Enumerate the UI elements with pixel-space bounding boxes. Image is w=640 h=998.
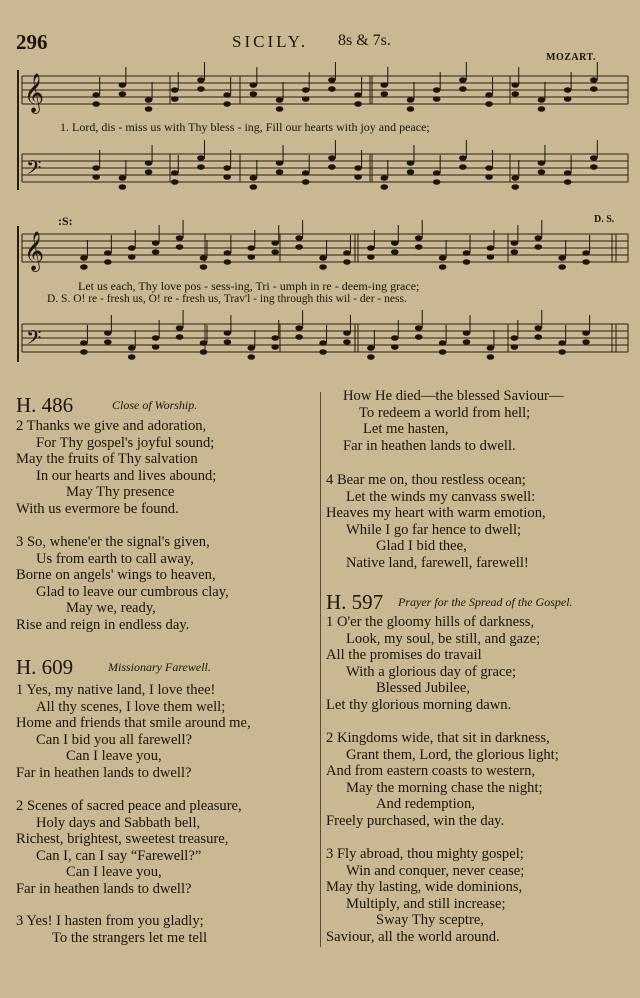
hymn-caption: Prayer for the Spread of the Gospel.: [398, 595, 573, 609]
svg-text:𝄢: 𝄢: [26, 156, 42, 184]
system2-lyrics-ds: D. S. O! re - fresh us, O! re - fresh us, Trav'l - ing through this wil - der - ness.: [47, 293, 407, 305]
tune-meter: 8s & 7s.: [338, 32, 391, 49]
hymn-line: Far in heathen lands to dwell?: [16, 881, 192, 897]
svg-text:𝄞: 𝄞: [24, 231, 45, 271]
hymn-line: May the morning chase the night;: [346, 779, 543, 796]
tune-name: SICILY.: [232, 32, 309, 51]
hymn-line: May thy lasting, wide dominions,: [326, 879, 523, 896]
hymn-line: In our hearts and lives abound;: [36, 467, 217, 484]
hymn-line: All the promises do travail: [326, 647, 482, 664]
hymn-line: Let me hasten,: [363, 421, 449, 438]
hymn-line: Far in heathen lands to dwell.: [343, 437, 516, 454]
hymn-line: All thy scenes, I love them well;: [36, 698, 226, 715]
page-number: 296: [16, 30, 48, 54]
hymn-line: May we, ready,: [66, 600, 156, 617]
composer-name: MOZART.: [546, 52, 596, 63]
hymn-line: And redemption,: [376, 796, 475, 813]
hymn-line: May Thy presence: [66, 484, 175, 501]
ds-mark: D. S.: [594, 214, 615, 225]
hymn-line: 1 Yes, my native land, I love thee!: [16, 682, 216, 698]
hymn-line: Us from earth to call away,: [36, 550, 194, 567]
hymn-line: 2 Kingdoms wide, that sit in darkness,: [326, 730, 550, 746]
hymn-line: And from eastern coasts to western,: [326, 763, 536, 780]
music-score: [0, 0, 640, 370]
hymn-number: H. 486: [16, 393, 74, 417]
hymn-line: Multiply, and still increase;: [346, 895, 506, 912]
hymn-line: May the fruits of Thy salvation: [16, 451, 198, 468]
hymn-line: Native land, farewell, farewell!: [346, 555, 529, 571]
hymn-line: Freely purchased, win the day.: [326, 813, 505, 829]
hymn-line: Win and conquer, never cease;: [346, 862, 525, 879]
hymn-line: Home and friends that smile around me,: [16, 715, 251, 732]
hymn-line: 2 Scenes of sacred peace and pleasure,: [16, 798, 242, 814]
hymn-number: H. 597: [326, 590, 384, 614]
hymn-line: Can I, can I say “Farewell?”: [36, 847, 202, 864]
hymn-line: 3 Fly abroad, thou mighty gospel;: [326, 846, 524, 862]
hymn-line: With us evermore be found.: [16, 501, 179, 517]
hymn-line: With a glorious day of grace;: [346, 663, 517, 680]
hymn-line: How He died—the blessed Saviour—: [343, 388, 564, 404]
column-divider: [320, 392, 321, 947]
hymn-line: 2 Thanks we give and adoration,: [16, 418, 207, 434]
hymn-line: 3 Yes! I hasten from you gladly;: [16, 913, 204, 929]
hymn-line: While I go far hence to dwell;: [346, 521, 522, 538]
hymn-line: Glad I bid thee,: [376, 538, 467, 555]
hymn-line: Look, my soul, be still, and gaze;: [346, 630, 541, 647]
system2-lyrics-verse: Let us each, Thy love pos - sess-ing, Tri - umph in re - deem-ing grace;: [78, 279, 420, 293]
hymn-line: Far in heathen lands to dwell?: [16, 765, 192, 781]
hymn-line: Can I leave you,: [66, 748, 162, 765]
hymn-line: To the strangers let me tell: [52, 930, 208, 946]
hymn-line: Richest, brightest, sweetest treasure,: [16, 831, 229, 848]
segno-mark: :S:: [58, 214, 73, 228]
hymn-line: 1 O'er the gloomy hills of darkness,: [326, 614, 535, 630]
hymn-line: Let thy glorious morning dawn.: [326, 697, 512, 713]
hymn-line: To redeem a world from hell;: [359, 404, 531, 421]
svg-text:𝄞: 𝄞: [24, 73, 45, 113]
hymn-caption: Missionary Farewell.: [108, 660, 211, 674]
hymn-line: Glad to leave our cumbrous clay,: [36, 583, 229, 600]
hymn-line: 4 Bear me on, thou restless ocean;: [326, 472, 526, 488]
hymn-line: 3 So, whene'er the signal's given,: [16, 534, 210, 550]
hymn-line: Sway Thy sceptre,: [376, 912, 484, 929]
hymn-caption: Close of Worship.: [112, 398, 198, 412]
system1-lyrics: 1. Lord, dis - miss us with Thy bless - ing, Fill our hearts with joy and peace;: [60, 120, 430, 134]
hymn-line: Heaves my heart with warm emotion,: [326, 505, 546, 522]
svg-text:𝄢: 𝄢: [26, 326, 42, 354]
hymn-line: Blessed Jubilee,: [376, 680, 471, 697]
hymn-line: Can I leave you,: [66, 864, 162, 881]
hymn-line: Holy days and Sabbath bell,: [36, 814, 201, 831]
hymn-line: Borne on angels' wings to heaven,: [16, 567, 216, 584]
hymn-number: H. 609: [16, 655, 74, 679]
hymn-line: Let the winds my canvass swell:: [346, 488, 536, 505]
hymn-line: Saviour, all the world around.: [326, 929, 500, 945]
hymn-line: Can I bid you all farewell?: [36, 731, 193, 748]
hymn-line: Rise and reign in endless day.: [16, 617, 190, 633]
hymn-line: For Thy gospel's joyful sound;: [36, 434, 215, 451]
hymn-line: Grant them, Lord, the glorious light;: [346, 746, 559, 763]
